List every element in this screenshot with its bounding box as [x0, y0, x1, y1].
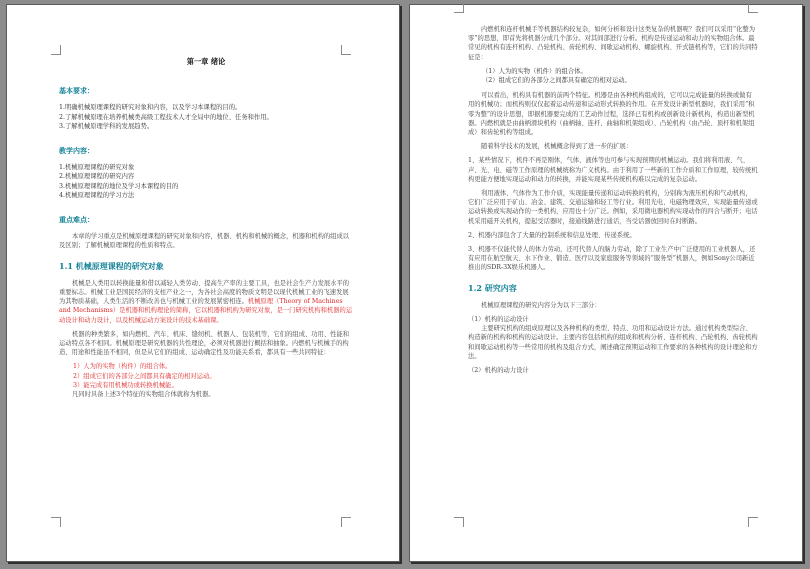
- paragraph: 机器的种类繁多，如内燃机、汽车、机床、缝纫机、机器人、包装机等，它们的组成、功用、性能和运动特点各不相同。机械原理是研究机器的共性理论，必须对机器进行概括和抽象。内燃机与机械手的构造、用途和性能虽不相同，但是从它们的组成、运动确定性及功能关系看，都具有一些共同特征：: [59, 330, 350, 357]
- document-page-left: [6, 4, 400, 562]
- list-item: 4.机械原理课程的学习方法: [59, 191, 135, 199]
- margin-corner-mark: [341, 45, 351, 55]
- margin-corner-mark: [51, 517, 61, 527]
- paragraph: 随着科学技术的发展，机械概念得到了进一步的扩展：: [481, 143, 633, 151]
- list-item: （1）人为的实物（机件）的组合体。: [482, 67, 587, 75]
- paragraph: 3、机器不仅能代替人的体力劳动，还可代替人的脑力劳动，除了工业生产中广泛使用的工业机器人，还有应用在航空航天、水下作业、锻造、医疗以及家庭服务等领域的“服务型”机器人，例如Sony公司新近推出的SDR-3X娱乐机器人。: [468, 246, 756, 272]
- paragraph: [59, 279, 353, 325]
- paragraph: 内燃机和连杆机械手等机器结构较复杂，如何分析和设计这类复杂的机器呢？我们可以采用“化整为零”的思想，即首先将机器分成几个部分。对其间部进行分析。机构是传递运动和动力的实物组合体。最常见的机构有连杆机构、凸轮机构、齿轮机构、间歇运动机构、螺旋机构、开式链机构等，它们的共同特征是：: [468, 26, 758, 61]
- page-content: [59, 57, 353, 404]
- section-heading: 教学内容：: [59, 146, 94, 156]
- margin-corner-mark: [454, 4, 464, 13]
- list-item: 3）能完成有用机械功或转换机械能。: [73, 381, 178, 389]
- list-item: 1.明确机械原理课程的研究对象和内容，以及学习本课程的目的。: [59, 104, 242, 112]
- section-heading: 1.2 研究内容: [468, 282, 517, 293]
- paragraph: 本章的学习重点是机械原理课程的研究对象和内容，机器、机构和机械的概念，机器和机构的组成以及区别；了解机械原理课程的性质和特点。: [59, 233, 350, 250]
- margin-corner-mark: [748, 4, 758, 13]
- paragraph: 1、某些情况下，机件不再是刚体，气体、液体等也可参与实现预期的机械运动。我们将利用液、气、声、光、电、磁等工作原理的机械统称为广义机构。由于利用了一些新的工作介质和工作原理，较传统机构更能方便地实现运动和动力的转换，并能实现某些传统机构难以完成的复杂运动。: [468, 157, 758, 183]
- document-page-right: [409, 4, 803, 562]
- paragraph: 凡同时具备上述3个特征的实物组合体就称为机器。: [72, 391, 215, 399]
- list-item: 1）人为的实物（构件）的组合体。: [73, 363, 172, 371]
- list-item: 2.了解机械原理在培养机械类高级工程技术人才全局中的地位、任务和作用。: [59, 113, 273, 121]
- paragraph: 2、机器内部包含了大量的控制系统和信息处理、传递系统。: [468, 231, 636, 239]
- subsection-title: （1）机构的运动设计: [468, 316, 529, 324]
- section-heading: 基本要求：: [59, 86, 94, 96]
- list-item: 2.机械原理课程的研究内容: [59, 173, 135, 181]
- list-item: 3.了解机械原理学科的发展趋势。: [59, 122, 154, 130]
- section-heading: 重点难点：: [59, 215, 94, 225]
- paragraph: 可以看出，机构具有机器的前两个特征。机器是由各种机构组成的，它可以完成能量的转换或做有用的机械功；而机构则仅仅起着运动传递和运动形式转换的作用。在开发设计新型机器时，我们采用“积零为整”的设计思想，即据机器要完成的工艺动作过程，选择已有机构或创新设计新机构，构造出新型机器。内燃机就是由曲柄滑块机构（曲柄轴、连杆、曲轴和机架组成）、凸轮机构（由凸轮、顶杆和机架组成）和齿轮机构等组成。: [468, 92, 755, 137]
- margin-corner-mark: [748, 517, 758, 527]
- margin-corner-mark: [454, 517, 464, 527]
- margin-corner-mark: [341, 517, 351, 527]
- highlighted-definition: 机械原理（Theory of Machines and Mechanisms）是机器和机构理论的简称，它以机器和机构为研究对象，是一门研究机构和机器的运动设计和动力设计，以及机械运动方案设计的技术基础课。: [59, 298, 353, 324]
- paragraph: 利用液体、气体作为工作介质，实现能量传递和运动转换的机构，分别称为液压机构和气动机构，它们广泛应用于矿山、冶金、建筑、交通运输和轻工等行业。利用光电、电磁物理效应，实现能量传递或运动转换或实现动作的一类机构，应用也十分广泛。例如，采用微电器机构实现动作的四合与断开；电话机采用磁开关机构，提起受话器时，接通线路进行通话，当受话器放回时在时断路。: [468, 190, 758, 225]
- subsection-title: （2）机构的动力设计: [468, 367, 529, 375]
- chapter-title: 第一章 绪论: [186, 57, 226, 66]
- list-item: （2）组成它们的各部分之间都具有确定的相对运动。: [482, 77, 631, 85]
- page-content: [468, 25, 758, 380]
- paragraph: 主要研究机构的组成原理以及各种机构的类型、特点、功用和运动设计方法。通过机构类型综合、构造新的机构和机构的运动设计。主要内容包括机构的组成和机构分析、连杆机构、凸轮机构、齿轮机构和间歇运动机构等一些常用的机构及组合方式，阐述确定预期运动和工作要求的各种机构的设计理论和方法。: [468, 325, 758, 360]
- list-item: 1.机械原理课程的研究对象: [59, 164, 135, 172]
- paragraph-text: 机械是人类用以转换能量和借以减轻人类劳动、提高生产率的主要工具，也是社会生产力发展水平的重要标志。机械工业是国民经济的支柱产业之一，为各社会高度的物质文明是以现代机械工业的飞速发展为其物质基础，人类生活的不断改善也与机械工业的发展紧密相连。: [59, 279, 350, 306]
- paragraph: 机械原理课程的研究内容分为以下三部分：: [481, 301, 601, 309]
- margin-corner-mark: [51, 45, 61, 55]
- list-item: 3.机械原理课程的地位及学习本课程的目的: [59, 182, 179, 190]
- section-heading: 1.1 机械原理课程的研究对象: [59, 260, 164, 271]
- list-item: 2）组成它们的各部分之间都具有确定的相对运动。: [73, 372, 216, 380]
